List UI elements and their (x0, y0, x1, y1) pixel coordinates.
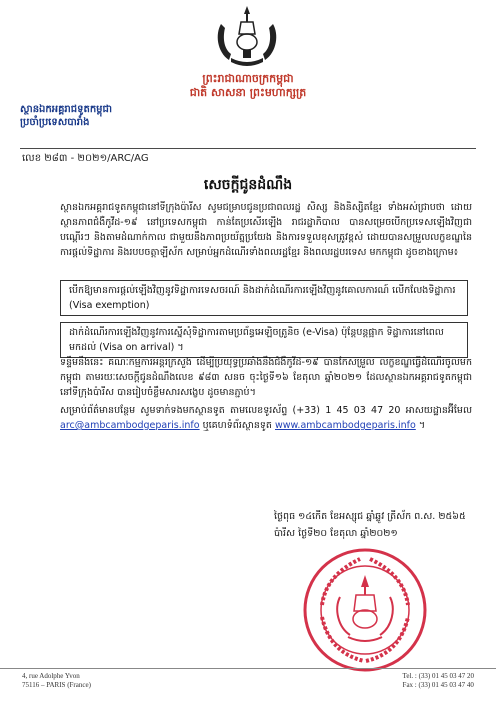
address-city: 75116 – PARIS (France) (22, 681, 91, 689)
embassy-name: ស្ថានឯកអគ្គរាជទូតកម្ពុជា (20, 104, 113, 115)
measures-list (60, 280, 468, 364)
email-link[interactable]: arc@ambcambodgeparis.info (60, 420, 200, 431)
measure-e-visa: ដាក់ដំណើរការឡើងវិញនូវការស្នើសុំទិដ្ឋាការតាមប្រព័ន្ធអេឡិចត្រូនិច (e-Visa) ប៉ុន្តែបន្តផ្អាក ទិដ្ឋាការនៅពេលមកដល់ (Visa on arrival) ។ (60, 322, 468, 358)
national-motto: ជាតិ សាសនា ព្រះមហាក្សត្រ (189, 86, 307, 99)
kingdom-title: ព្រះរាជាណាចក្រកម្ពុជា (202, 72, 294, 85)
contact-website-text: ឬគេហទំព័រស្ថានទូត (202, 420, 272, 431)
paragraph-contact (60, 403, 472, 433)
date-lunar: ថ្ងៃពុធ ១៤កើត ខែអស្សុជ ឆ្នាំឆ្លូវ ត្រីស័ក ព.ស. ២៥៦៥ (274, 511, 466, 522)
measure-visa-exemption: បើកឱ្យមានការផ្តល់ឡើងវិញនូវទិដ្ឋាការទេសចរណ៍ និងដាក់ដំណើរការឡើងវិញនូវគោលការណ៍ លើកលែងទិដ្ឋាការ (Visa exemption) (60, 280, 468, 316)
header-divider (20, 148, 476, 149)
date-solar: ប៉ារីស ថ្ងៃទី២០ ខែតុលា ឆ្នាំ២០២១ (274, 528, 398, 539)
embassy-seal-stamp (300, 545, 430, 675)
footer-address (22, 672, 91, 690)
footer-tel: Tel. : (33) 01 45 03 47 20 (402, 672, 474, 680)
embassy-location: ប្រចាំប្រទេសបារាំង (20, 117, 90, 128)
footer-contact (403, 672, 474, 690)
reference-number: លេខ ២៨៣ - ២០២១/ARC/AG (22, 153, 149, 164)
notice-title: សេចក្តីជូនដំណឹង (203, 177, 293, 193)
footer-divider (0, 668, 496, 669)
footer-fax: Fax : (33) 01 45 03 47 40 (402, 681, 474, 689)
paragraph-intro: ស្ថានឯកអគ្គរាជទូតកម្ពុជានៅទីក្រុងប៉ារីស សូមជម្រាបជូនប្រជាពលរដ្ឋ សិស្ស និងនិស្សិតខ្មែរ ទាំងអស់ជ្រាបថា ដោយស្ថានភាពជំងឺកូវីដ-១៩ នៅប្រទេសកម្ពុជា កាន់តែប្រសើរឡើង រាជរដ្ឋាភិបាល បានសម្រេចបើកប្រទេសឡើងវិញជាបណ្តើរៗ និងតាមដំណាក់កាល ជាមួយនឹងភាពប្រយ័ត្នប្រយែង និងការទទួលខុសត្រូវខ្ពស់ ដោយបានសម្រួលលក្ខខណ្ឌនៃការផ្តល់ទិដ្ឋាការ និងរបបចត្តាឡីស័ក សម្រាប់អ្នកដំណើរទាំងពលរដ្ឋខ្មែរ និងពលរដ្ឋបរទេស មកកម្ពុជា ដូចខាងក្រោម៖ (60, 202, 472, 258)
contact-end: ។ (418, 420, 426, 431)
royal-coat-of-arms-icon (207, 4, 287, 70)
website-link[interactable]: www.ambcambodgeparis.info (275, 420, 416, 431)
address-street: 4, rue Adolphe Yvon (22, 672, 80, 680)
paragraph-commission: ទន្ទឹមនឹងនេះ គណៈកម្មការអន្តរក្រសួង ដើម្បីប្រយុទ្ធប្រឆាំងនឹងជំងឺកូវីដ-១៩ បានកែសម្រួល លក្ខខណ្ឌធ្វើដំណើរចូលមកកម្ពុជា តាមរយៈសេចក្តីជូនដំណឹងលេខ ៩៨៣ សនច ចុះថ្ងៃទី១៦ ខែតុលា ឆ្នាំ២០២១ ដែលស្ថានឯកអគ្គរាជទូតកម្ពុជានៅទីក្រុងប៉ារីស បានរៀបចំខ្លឹមសារសង្ខេប ដូចមានភ្ជាប់។ (60, 357, 472, 398)
contact-text: សម្រាប់ព័ត៌មានបន្ថែម សូមទាក់ទងមកស្ថានទូត តាមលេខទូរស័ព្ទ (+33) 1 45 03 47 20 អាសយដ្ឋានអ៊ីមែល (60, 405, 472, 416)
